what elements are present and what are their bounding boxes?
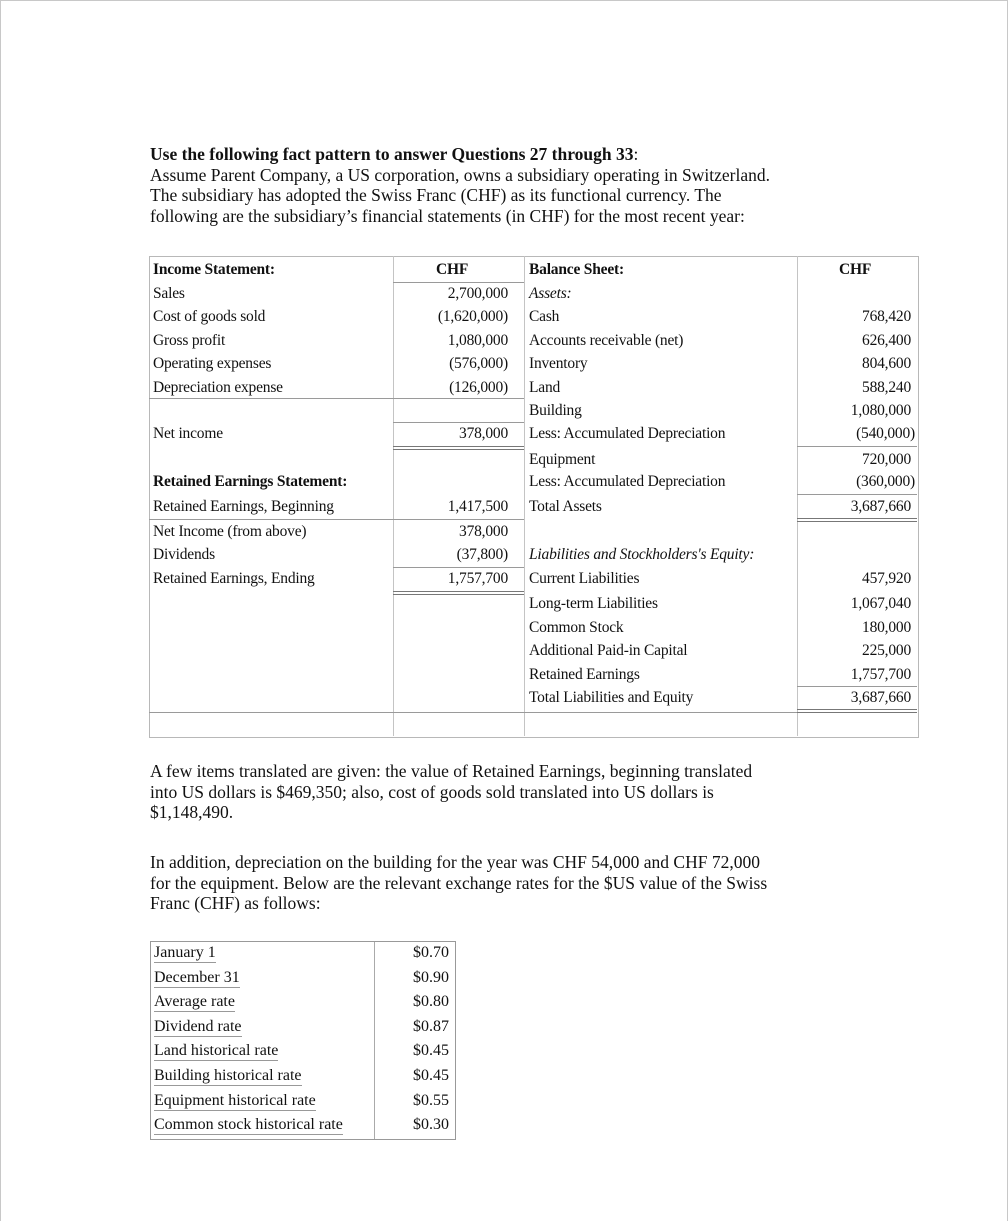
paragraph-line: Franc (CHF) as follows: bbox=[150, 893, 321, 913]
row-rule bbox=[149, 398, 524, 399]
rate-label: Dividend rate bbox=[154, 1017, 242, 1035]
header-rule bbox=[393, 282, 524, 283]
total-double-rule bbox=[393, 446, 524, 450]
row-rule bbox=[149, 712, 524, 713]
rate-row bbox=[151, 991, 455, 1016]
re-row-label: Retained Earnings, Ending bbox=[153, 570, 315, 587]
liability-label: Retained Earnings bbox=[529, 666, 640, 683]
asset-label: Cash bbox=[529, 308, 560, 325]
liability-value: 457,920 bbox=[862, 570, 911, 587]
asset-label: Land bbox=[529, 379, 561, 396]
subtotal-rule bbox=[797, 686, 917, 687]
rate-value: $0.90 bbox=[413, 968, 449, 986]
liability-value: 3,687,660 bbox=[850, 689, 911, 706]
re-row-value: (37,800) bbox=[456, 546, 508, 563]
liability-value: 1,757,700 bbox=[850, 666, 911, 683]
column-divider bbox=[524, 256, 525, 736]
rate-label: Equipment historical rate bbox=[154, 1091, 316, 1109]
asset-value: 1,080,000 bbox=[850, 402, 911, 419]
asset-value: 626,400 bbox=[862, 332, 911, 349]
rate-row bbox=[151, 1016, 455, 1041]
row-rule bbox=[524, 712, 797, 713]
income-row-value: (576,000) bbox=[449, 355, 508, 372]
depreciation-paragraph bbox=[150, 852, 870, 914]
income-row-label: Sales bbox=[153, 285, 185, 302]
income-row-value: (1,620,000) bbox=[437, 308, 508, 325]
income-row-label: Depreciation expense bbox=[153, 379, 283, 396]
net-income-value: 378,000 bbox=[459, 425, 508, 442]
rate-label: Building historical rate bbox=[154, 1067, 302, 1084]
liability-label: Common Stock bbox=[529, 619, 624, 636]
rate-label: Common stock historical rate bbox=[154, 1116, 343, 1134]
exchange-rates-table bbox=[150, 941, 456, 1140]
intro-line: Assume Parent Company, a US corporation, owns a subsidiary operating in Switzerland. bbox=[150, 164, 771, 185]
liability-label: Current Liabilities bbox=[529, 570, 640, 587]
balance-chf-header: CHF bbox=[839, 261, 872, 278]
liability-label: Total Liabilities and Equity bbox=[529, 689, 694, 706]
rate-value: $0.45 bbox=[413, 1042, 449, 1060]
liability-value: 1,067,040 bbox=[850, 595, 911, 612]
rate-value: $0.87 bbox=[413, 1017, 449, 1035]
subtotal-rule bbox=[393, 422, 524, 423]
asset-value: (540,000) bbox=[856, 425, 915, 442]
rate-value: $0.45 bbox=[413, 1067, 449, 1084]
income-row-label: Operating expenses bbox=[153, 355, 272, 372]
rate-value: $0.30 bbox=[413, 1116, 449, 1134]
column-divider bbox=[797, 256, 798, 736]
translated-items-paragraph bbox=[150, 761, 870, 823]
income-row-label: Gross profit bbox=[153, 332, 226, 349]
row-rule bbox=[149, 519, 524, 520]
re-row-label: Dividends bbox=[153, 546, 215, 563]
rate-label: December 31 bbox=[154, 968, 240, 986]
liabilities-heading: Liabilities and Stockholders's Equity: bbox=[529, 546, 755, 563]
rate-value: $0.80 bbox=[413, 993, 449, 1011]
asset-value: 768,420 bbox=[862, 308, 911, 325]
liability-label: Long-term Liabilities bbox=[529, 595, 658, 612]
subtotal-rule bbox=[393, 567, 524, 568]
income-row-value: 1,080,000 bbox=[447, 332, 508, 349]
asset-label: Equipment bbox=[529, 451, 596, 468]
total-double-rule bbox=[797, 709, 917, 713]
asset-label: Inventory bbox=[529, 355, 588, 372]
asset-value: 3,687,660 bbox=[850, 498, 911, 515]
intro-heading-bold: Use the following fact pattern to answer Questions 27 through 33 bbox=[150, 144, 634, 164]
re-row-label: Retained Earnings, Beginning bbox=[153, 498, 334, 515]
assets-heading: Assets: bbox=[529, 285, 572, 302]
income-row-value: (126,000) bbox=[449, 379, 508, 396]
paragraph-line: A few items translated are given: the value of Retained Earnings, beginning translated bbox=[150, 761, 753, 781]
asset-value: 588,240 bbox=[862, 379, 911, 396]
subtotal-rule bbox=[797, 446, 917, 447]
intro-line: following are the subsidiary’s financial statements (in CHF) for the most recent year: bbox=[150, 205, 745, 226]
total-double-rule bbox=[393, 591, 524, 595]
rate-row bbox=[151, 942, 455, 967]
paragraph-line: $1,148,490. bbox=[150, 802, 234, 822]
re-row-value: 1,417,500 bbox=[447, 498, 508, 515]
income-statement-title: Income Statement: bbox=[153, 261, 275, 278]
asset-label: Accounts receivable (net) bbox=[529, 332, 684, 349]
subtotal-rule bbox=[797, 494, 917, 495]
rate-row bbox=[151, 1040, 455, 1065]
liability-label: Additional Paid-in Capital bbox=[529, 642, 688, 659]
rate-row bbox=[151, 1114, 455, 1139]
intro-heading-colon: : bbox=[633, 144, 639, 164]
asset-label: Less: Accumulated Depreciation bbox=[529, 473, 726, 490]
total-double-rule bbox=[797, 518, 917, 522]
rate-row bbox=[151, 1090, 455, 1115]
rate-row bbox=[151, 967, 455, 992]
asset-label: Total Assets bbox=[529, 498, 602, 515]
asset-label: Building bbox=[529, 402, 582, 419]
income-row-label: Cost of goods sold bbox=[153, 308, 266, 325]
asset-value: 804,600 bbox=[862, 355, 911, 372]
intro-paragraph bbox=[150, 144, 870, 226]
rate-label: Average rate bbox=[154, 993, 235, 1011]
retained-earnings-title: Retained Earnings Statement: bbox=[153, 473, 348, 490]
paragraph-line: into US dollars is $469,350; also, cost of goods sold translated into US dollars is bbox=[150, 781, 714, 802]
rate-label: Land historical rate bbox=[154, 1042, 279, 1060]
re-row-value: 1,757,700 bbox=[447, 570, 508, 587]
paragraph-line: for the equipment. Below are the relevant exchange rates for the $US value of the Swiss bbox=[150, 872, 768, 893]
asset-label: Less: Accumulated Depreciation bbox=[529, 425, 726, 442]
rate-row bbox=[151, 1065, 455, 1090]
column-divider bbox=[393, 256, 394, 736]
net-income-label: Net income bbox=[153, 425, 223, 442]
balance-sheet-title: Balance Sheet: bbox=[529, 261, 624, 278]
rate-value: $0.55 bbox=[413, 1091, 449, 1109]
re-row-label: Net Income (from above) bbox=[153, 523, 307, 540]
income-row-value: 2,700,000 bbox=[447, 285, 508, 302]
re-row-value: 378,000 bbox=[459, 523, 508, 540]
rate-label: January 1 bbox=[154, 944, 216, 961]
income-chf-header: CHF bbox=[436, 261, 469, 278]
paragraph-line: In addition, depreciation on the building for the year was CHF 54,000 and CHF 72,000 bbox=[150, 852, 760, 872]
rate-value: $0.70 bbox=[413, 944, 449, 961]
liability-value: 225,000 bbox=[862, 642, 911, 659]
intro-heading bbox=[150, 144, 870, 165]
intro-line: The subsidiary has adopted the Swiss Franc (CHF) as its functional currency. The bbox=[150, 185, 722, 205]
asset-value: (360,000) bbox=[856, 473, 915, 490]
financial-statements-table bbox=[149, 256, 919, 738]
asset-value: 720,000 bbox=[862, 451, 911, 468]
liability-value: 180,000 bbox=[862, 619, 911, 636]
